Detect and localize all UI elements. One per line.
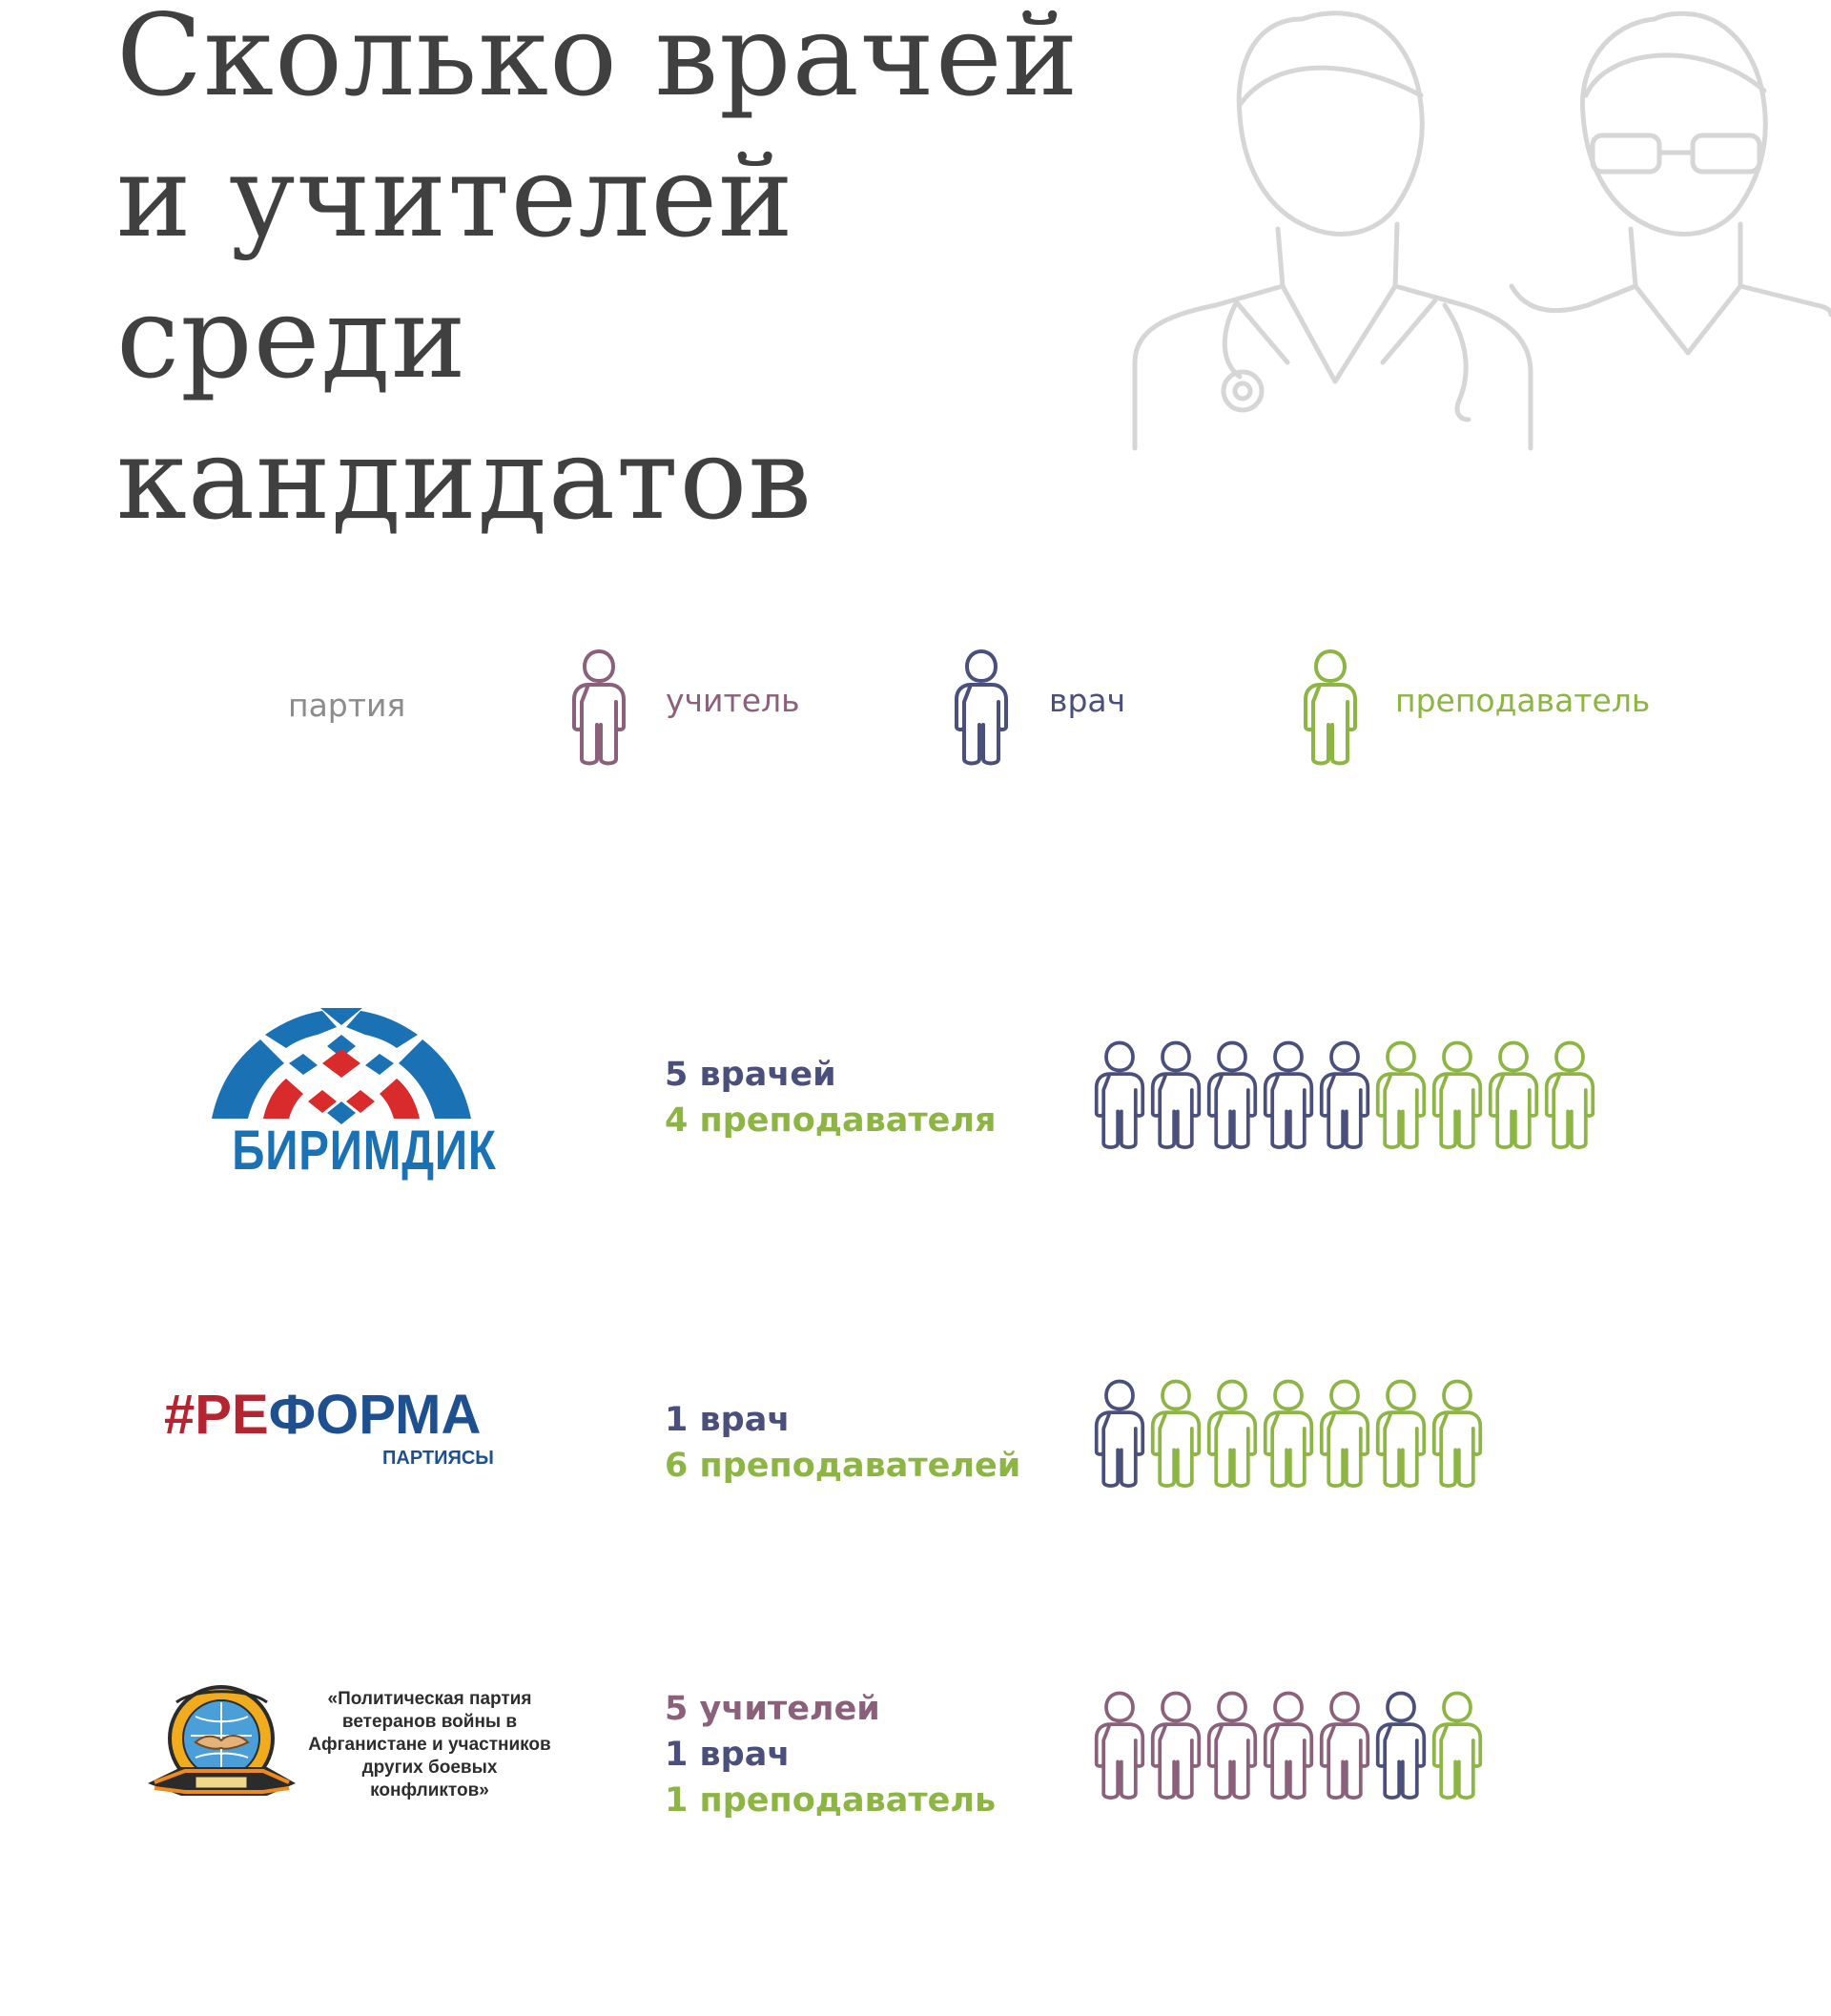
party-counts <box>665 1052 997 1143</box>
legend-party-label: партия <box>288 687 406 724</box>
person-icon-преподаватель <box>1543 1038 1596 1154</box>
person-icon-врач <box>1093 1376 1146 1492</box>
reforma-wordmark-red: #РЕ <box>164 1384 269 1446</box>
person-icon-преподаватель <box>1430 1038 1484 1154</box>
birimdik-logo <box>208 1006 497 1196</box>
count-doctor: 1 врач <box>665 1736 791 1774</box>
reforma-wordmark <box>164 1385 481 1446</box>
afghan-veterans-party-name: «Политическая партия ветеранов войны в Афганистане и участников других боевых конфликтов» <box>308 1689 551 1800</box>
person-icon-врач <box>1205 1038 1259 1154</box>
doctor-teacher-illustration <box>1130 0 1831 458</box>
person-icon-врач <box>1262 1038 1315 1154</box>
legend-item-doctor <box>953 648 1010 771</box>
reforma-logo <box>164 1384 494 1469</box>
count-teacher: 5 учителей <box>665 1690 880 1728</box>
count-doctor: 1 врач <box>665 1401 791 1439</box>
person-icon-врач <box>1318 1038 1371 1154</box>
person-icon-врач <box>1149 1038 1203 1154</box>
person-icon-преподаватель <box>1487 1038 1540 1154</box>
count-lecturer: 4 преподавателя <box>665 1101 997 1140</box>
person-icon-преподаватель <box>1430 1688 1484 1804</box>
birimdik-wordmark: БИРИМДИК <box>232 1120 497 1182</box>
person-icon-учитель <box>1149 1688 1203 1804</box>
legend-item-lecturer <box>1302 648 1359 771</box>
person-icon-преподаватель <box>1374 1376 1428 1492</box>
person-icon-преподаватель <box>1205 1376 1259 1492</box>
page-title <box>116 0 1165 549</box>
count-lecturer: 1 преподаватель <box>665 1781 997 1820</box>
legend-label-teacher: учитель <box>666 682 800 719</box>
legend-item-teacher <box>570 648 627 771</box>
legend-label-doctor: врач <box>1049 682 1126 719</box>
person-icon-учитель <box>1318 1688 1371 1804</box>
person-icon-преподаватель <box>1374 1038 1428 1154</box>
person-icon-преподаватель <box>1430 1376 1484 1492</box>
count-lecturer: 6 преподавателей <box>665 1447 1021 1485</box>
person-icon-преподаватель <box>1318 1376 1371 1492</box>
title-line: и учителей среди <box>116 131 794 403</box>
reforma-wordmark-blue: ФОРМА <box>268 1384 482 1446</box>
person-icon-учитель <box>1262 1688 1315 1804</box>
title-line: кандидатов <box>116 413 813 545</box>
veterans-emblem <box>143 1683 300 1812</box>
person-icon-учитель <box>1205 1688 1259 1804</box>
afghan-veterans-emblem <box>143 1683 300 1816</box>
person-icon-врач <box>1374 1688 1428 1804</box>
title-line: Сколько врачей <box>116 0 1080 121</box>
count-doctor: 5 врачей <box>665 1056 836 1094</box>
person-outline-icon <box>570 648 627 768</box>
person-icon-врач <box>1093 1038 1146 1154</box>
reforma-subtext: ПАРТИЯСЫ <box>382 1448 494 1469</box>
person-icon-преподаватель <box>1149 1376 1203 1492</box>
person-icon-учитель <box>1093 1688 1146 1804</box>
party-counts <box>665 1397 1020 1489</box>
party-counts <box>665 1686 996 1823</box>
legend-label-lecturer: преподаватель <box>1395 682 1651 719</box>
person-icon-преподаватель <box>1262 1376 1315 1492</box>
person-outline-icon <box>953 648 1010 768</box>
person-outline-icon <box>1302 648 1359 768</box>
